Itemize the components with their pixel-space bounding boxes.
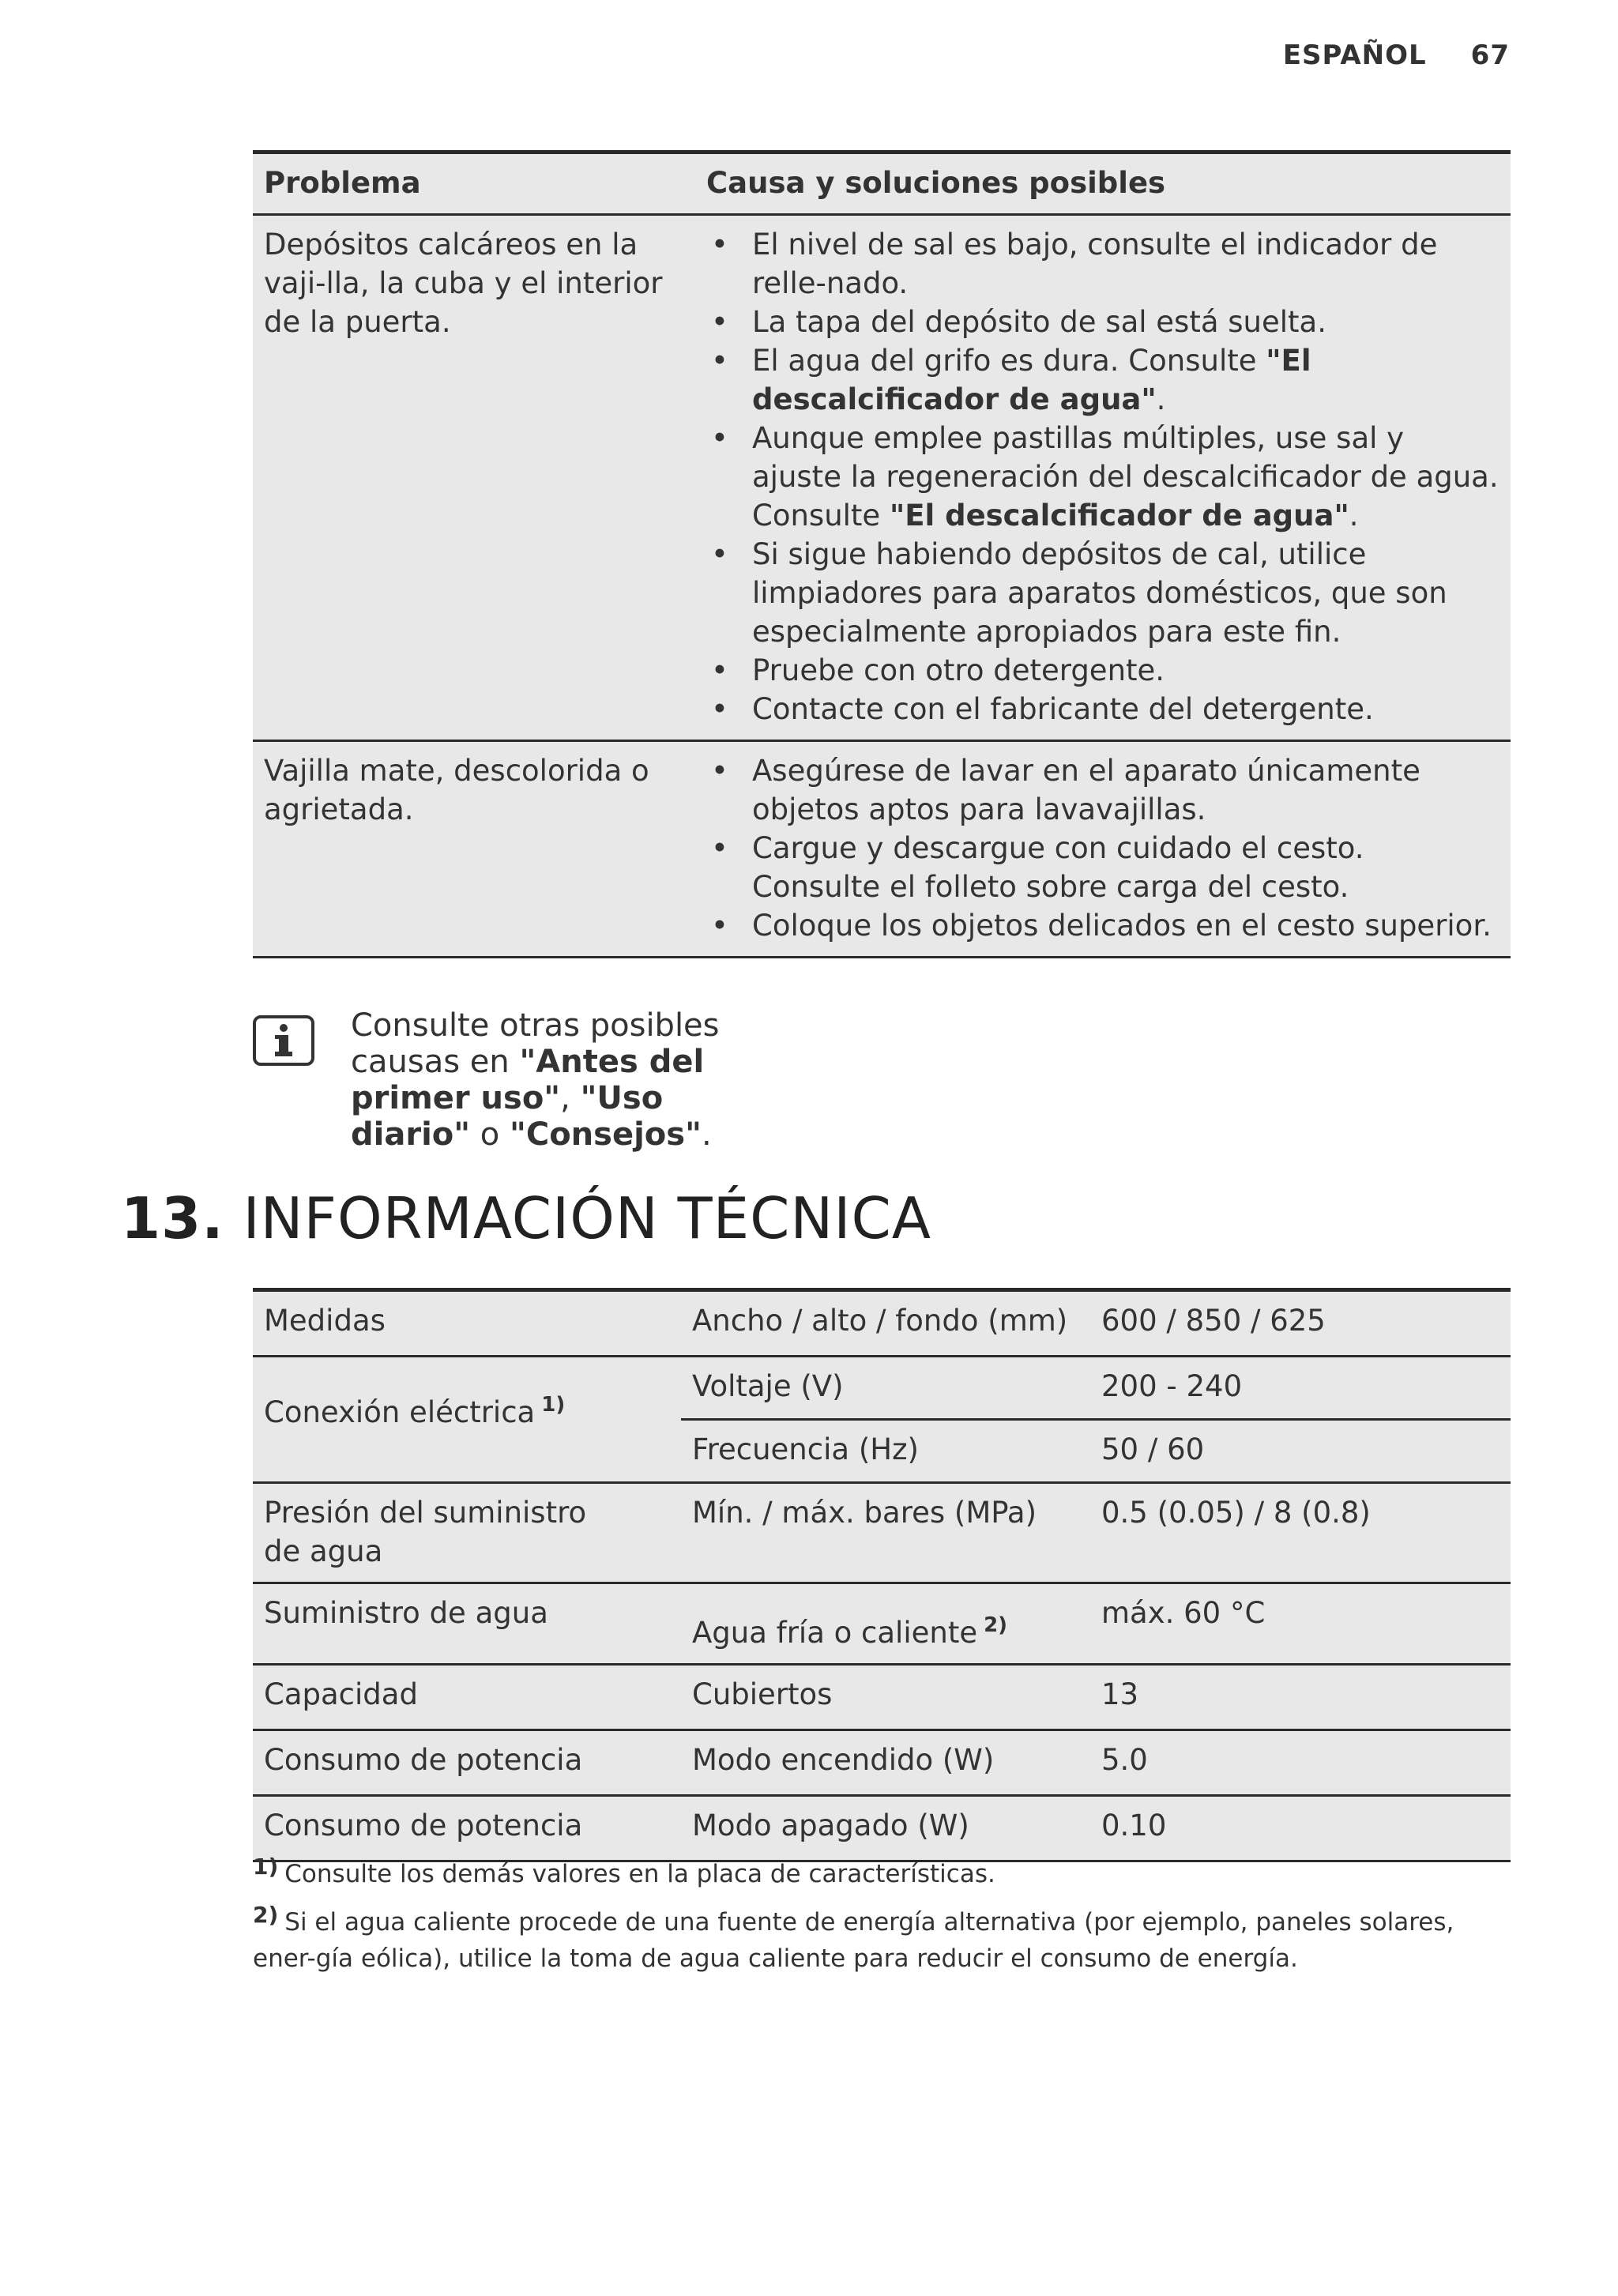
table-subrow	[681, 1418, 1511, 1481]
causes-list	[706, 751, 1499, 945]
column-header-problem: Problema	[264, 166, 421, 200]
spec-value: 0.10	[1101, 1809, 1167, 1842]
table-row	[253, 1357, 1511, 1484]
spec-label: Medidas	[264, 1304, 386, 1338]
spec-label: Presión del suministro de agua	[264, 1496, 587, 1568]
table-row	[253, 1731, 1511, 1797]
section-title: INFORMACIÓN TÉCNICA	[243, 1185, 932, 1252]
table-row	[253, 216, 1511, 742]
section-heading	[121, 1185, 931, 1252]
page-header	[1283, 40, 1510, 71]
footnotes	[253, 1849, 1511, 1977]
page-number: 67	[1470, 40, 1510, 71]
table-row	[253, 742, 1511, 958]
table-row	[253, 1292, 1511, 1357]
cross-reference: "Uso diario"	[351, 1080, 664, 1153]
spec-value: 200 - 240	[1101, 1369, 1243, 1403]
spec-value: 600 / 850 / 625	[1101, 1304, 1326, 1338]
list-item: • Cargue y descargue con cuidado el cesto. Consulte el folleto sobre carga del cesto.	[706, 829, 1499, 906]
header-language: ESPAÑOL	[1282, 40, 1427, 71]
footnote-mark: 2)	[253, 1902, 279, 1928]
list-item: • El nivel de sal es bajo, consulte el indicador de relle-nado.	[706, 225, 1499, 303]
info-icon	[253, 1015, 314, 1066]
spec-subrows	[681, 1357, 1511, 1481]
problem-cell: Vajilla mate, descolorida o agrietada.	[264, 754, 649, 826]
spec-value: 50 / 60	[1101, 1432, 1205, 1466]
list-item: • La tapa del depósito de sal está suelta.	[706, 303, 1499, 341]
problem-cell: Depósitos calcáreos en la vaji-lla, la cuba y el interior de la puerta.	[264, 228, 663, 339]
spec-value: 0.5 (0.05) / 8 (0.8)	[1101, 1496, 1371, 1530]
list-item: • Pruebe con otro detergente.	[706, 651, 1499, 690]
footnote-mark: 2)	[984, 1613, 1008, 1637]
causes-cell	[695, 216, 1511, 740]
spec-parameter: Ancho / alto / fondo (mm)	[692, 1304, 1068, 1338]
spec-parameter: Modo encendido (W)	[692, 1743, 995, 1777]
table-row	[253, 1484, 1511, 1584]
list-item: • Si sigue habiendo depósitos de cal, utilice limpiadores para aparatos domésticos, que son especialmente apropiados para este fin.	[706, 535, 1499, 651]
list-item: • Contacte con el fabricante del detergente.	[706, 690, 1499, 728]
list-item: • El agua del grifo es dura. Consulte "El descalcificador de agua".	[706, 341, 1499, 419]
cross-reference: "Antes del primer uso"	[351, 1044, 705, 1116]
spec-parameter: Agua fría o caliente $^{2)}$	[692, 1613, 1008, 1650]
spec-value: 5.0	[1101, 1743, 1148, 1777]
section-number: 13.	[121, 1185, 224, 1252]
spec-label: Conexión eléctrica $^{1)}$	[264, 1393, 566, 1429]
spec-parameter: Cubiertos	[692, 1677, 833, 1711]
spec-parameter: Voltaje (V)	[692, 1369, 844, 1403]
spec-label: Consumo de potencia	[264, 1809, 583, 1842]
footnote: $^{2)}$ Si el agua caliente procede de una fuente de energía alternativa (por ejemplo, paneles solares, ener-gía eólica), utilice la toma de agua caliente para reducir el consumo de energía.	[253, 1902, 1454, 1973]
info-icon-glyph	[272, 1023, 295, 1058]
list-item: • Aunque emplee pastillas múltiples, use sal y ajuste la regeneración del descalcificador de agua. Consulte "El descalcificador de agua".	[706, 419, 1499, 535]
cross-reference: "El descalcificador de agua"	[752, 344, 1311, 416]
column-header-causes: Causa y soluciones posibles	[706, 166, 1166, 200]
cross-reference: "El descalcificador de agua"	[889, 499, 1349, 533]
table-header-row	[253, 154, 1511, 216]
list-item: • Coloque los objetos delicados en el cesto superior.	[706, 906, 1499, 945]
footnote: $^{1)}$ Consulte los demás valores en la placa de características.	[253, 1854, 995, 1888]
table-row	[253, 1584, 1511, 1666]
table-subrow	[681, 1357, 1511, 1418]
info-note	[253, 1007, 793, 1153]
footnote-mark: 1)	[541, 1393, 566, 1417]
causes-list	[706, 225, 1499, 728]
troubleshooting-table	[253, 150, 1511, 958]
spec-label: Suministro de agua	[264, 1596, 548, 1630]
spec-label: Consumo de potencia	[264, 1743, 583, 1777]
technical-data-table	[253, 1288, 1511, 1862]
footnote-mark: 1)	[253, 1854, 279, 1880]
spec-label: Capacidad	[264, 1677, 418, 1711]
spec-parameter: Modo apagado (W)	[692, 1809, 969, 1842]
spec-parameter: Frecuencia (Hz)	[692, 1432, 919, 1466]
table-row	[253, 1666, 1511, 1731]
note-text: Consulte otras posibles causas en "Antes del primer uso", "Uso diario" o "Consejos".	[351, 1007, 720, 1153]
spec-value: máx. 60 °C	[1101, 1596, 1266, 1630]
spec-value: 13	[1101, 1677, 1139, 1711]
cross-reference: "Consejos"	[510, 1116, 702, 1153]
spec-parameter: Mín. / máx. bares (MPa)	[692, 1496, 1037, 1530]
causes-cell	[695, 742, 1511, 956]
list-item: • Asegúrese de lavar en el aparato únicamente objetos aptos para lavavajillas.	[706, 751, 1499, 829]
